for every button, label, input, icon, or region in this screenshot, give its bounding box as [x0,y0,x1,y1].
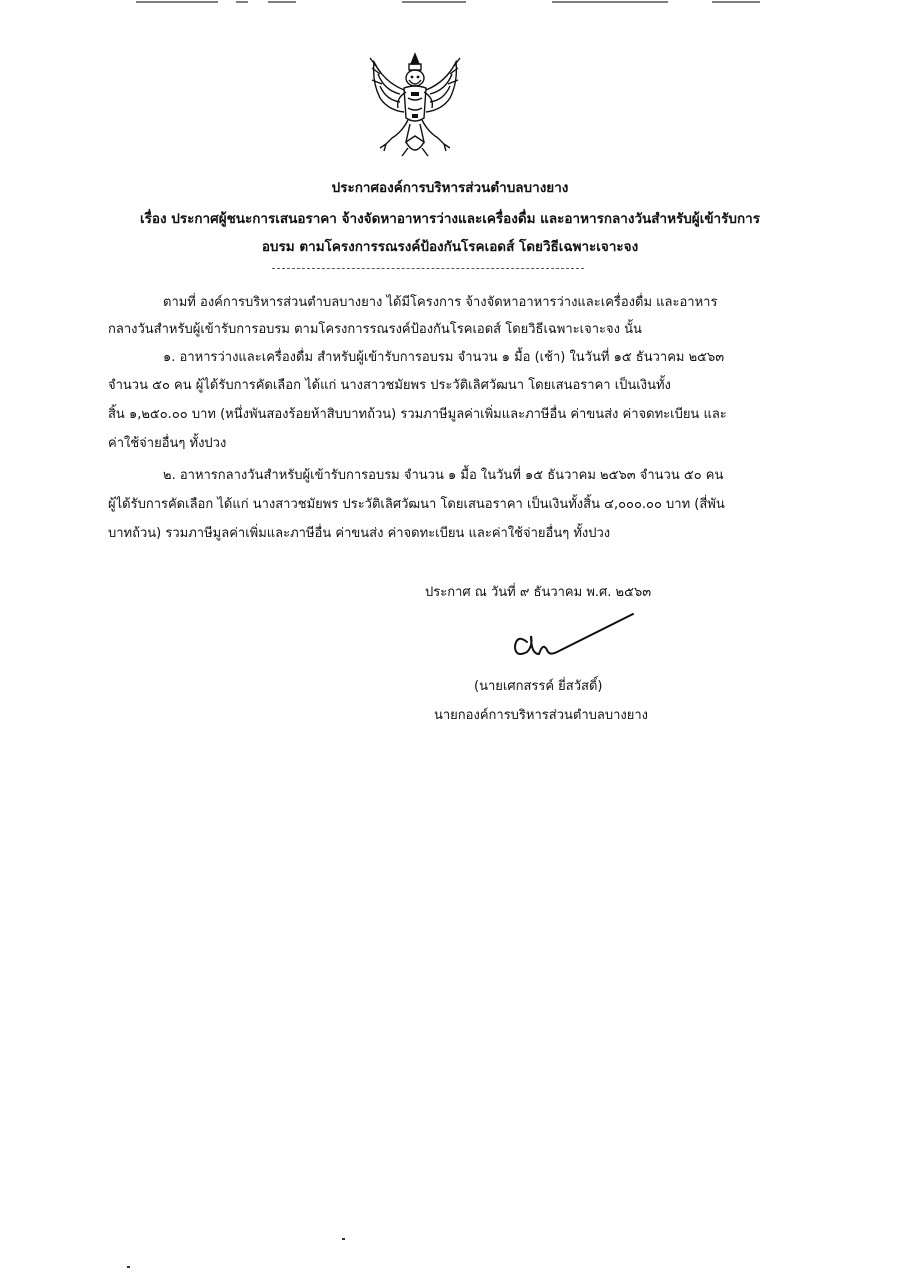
item1-line-2: จำนวน ๕๐ คน ผู้ได้รับการคัดเลือก ได้แก่ นางสาวชมัยพร ประวัติเลิศวัฒนา โดยเสนอราคา เป็นเงินทั้ง [108,378,671,393]
intro-line-2: กลางวันสำหรับผู้เข้ารับการอบรม ตามโครงการรณรงค์ป้องกันโรคเอดส์ โดยวิธีเฉพาะเจาะจง นั้น [108,322,642,337]
scan-speck [127,1266,130,1268]
garuda-emblem-icon [362,52,468,164]
subject-line-1: เรื่อง ประกาศผู้ชนะการเสนอราคา จ้างจัดหาอาหารว่างและเครื่องดื่ม และอาหารกลางวันสำหรับผู้เข้ารับการ [140,211,760,227]
document-title: ประกาศองค์การบริหารส่วนตำบลบางยาง [331,180,569,196]
item1-line-3: สิ้น ๑,๒๕๐.๐๐ บาท (หนึ่งพันสองร้อยห้าสิบบาทถ้วน) รวมภาษีมูลค่าเพิ่มและภาษีอื่น ค่าขนส่ง ค่าจดทะเบียน และ [108,407,727,422]
subject-line-2: อบรม ตามโครงการรณรงค์ป้องกันโรคเอดส์ โดยวิธีเฉพาะเจาะจง [261,239,639,255]
handwritten-signature-icon [505,612,645,668]
scan-speck [342,1238,345,1240]
heading-divider [272,268,584,269]
signer-position: นายกองค์การบริหารส่วนตำบลบางยาง [434,708,649,723]
signer-name: (นายเศกสรรค์ ยี่สวัสดิ์) [474,679,603,694]
intro-line-1: ตามที่ องค์การบริหารส่วนตำบลบางยาง ได้มีโครงการ จ้างจัดหาอาหารว่างและเครื่องดื่ม และอาหาร [163,295,718,310]
scan-marks [0,0,900,8]
item1-line-1: ๑. อาหารว่างและเครื่องดื่ม สำหรับผู้เข้ารับการอบรม จำนวน ๑ มื้อ (เช้า) ในวันที่ ๑๕ ธันวาคม ๒๕๖๓ [163,350,725,365]
item2-line-1: ๒. อาหารกลางวันสำหรับผู้เข้ารับการอบรม จำนวน ๑ มื้อ ในวันที่ ๑๕ ธันวาคม ๒๕๖๓ จำนวน ๕๐ คน [163,468,724,483]
item1-line-4: ค่าใช้จ่ายอื่นๆ ทั้งปวง [108,436,227,451]
announce-date: ประกาศ ณ วันที่ ๙ ธันวาคม พ.ศ. ๒๕๖๓ [425,585,652,600]
item2-line-3: บาทถ้วน) รวมภาษีมูลค่าเพิ่มและภาษีอื่น ค่าขนส่ง ค่าจดทะเบียน และค่าใช้จ่ายอื่นๆ ทั้งปวง [108,526,611,541]
item2-line-2: ผู้ได้รับการคัดเลือก ได้แก่ นางสาวชมัยพร ประวัติเลิศวัฒนา โดยเสนอราคา เป็นเงินทั้งสิ้น ๔,๐๐๐.๐๐ บาท (สี่พัน [108,497,725,512]
